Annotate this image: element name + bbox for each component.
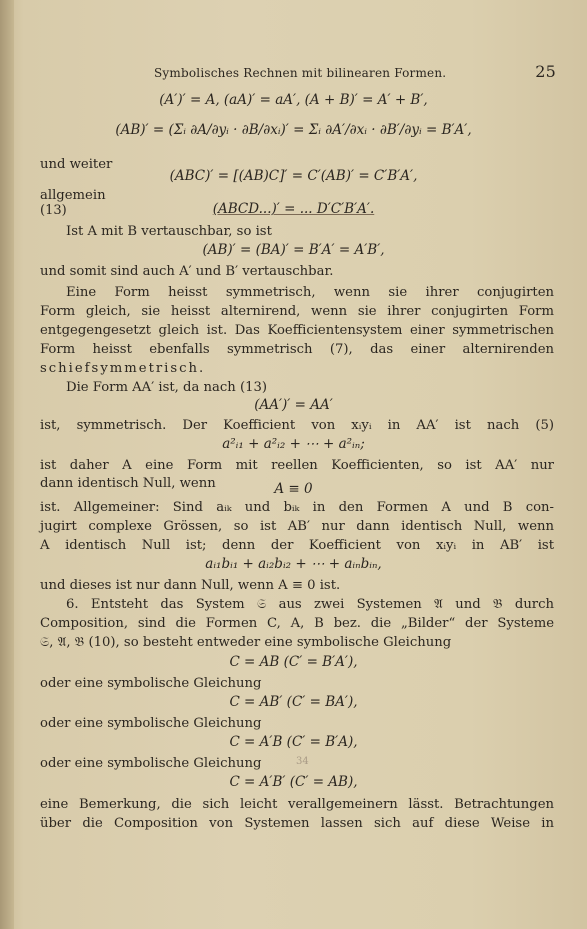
paragraph-symmetric-line-3: entgegengesetzt gleich ist. Das Koefficientensystem einer symmetrischen xyxy=(40,323,554,338)
paragraph-composition-line-1: 6. Entsteht das System 𝔖 aus zwei Systemen 𝔄 und 𝔅 durch xyxy=(66,597,554,612)
equation-triple-product: (ABC)′ = [(AB)C]′ = C′(AB)′ = C′B′A′, xyxy=(169,168,418,184)
page-number: 25 xyxy=(535,62,556,81)
text-form-aa: Die Form AA′ ist, da nach (13) xyxy=(66,380,268,395)
equation-c-abprime: C = AB′ (C′ = BA′), xyxy=(229,694,358,710)
equation-c-ab: C = AB (C′ = B′A′), xyxy=(229,654,358,670)
equation-product-conjugate: (AB)′ = (Σᵢ ∂A/∂yᵢ · ∂B/∂xᵢ)′ = Σᵢ ∂A′/∂xᵢ · ∂B′/∂yᵢ = B′A′, xyxy=(115,122,472,138)
paragraph-remark-line-2: über die Composition von Systemen lassen sich auf diese Weise in xyxy=(40,816,554,831)
paragraph-general-line-3: A identisch Null ist; denn der Koefficient von xᵢyᵢ in AB′ ist xyxy=(40,538,554,553)
text-oder-1: oder eine symbolische Gleichung xyxy=(40,676,262,691)
paragraph-general-line-2: jugirt complexe Grössen, so ist AB′ nur dann identisch Null, wenn xyxy=(40,519,554,534)
running-title: Symbolisches Rechnen mit bilinearen Formen. xyxy=(154,66,447,80)
equation-commuting: (AB)′ = (BA)′ = B′A′ = A′B′, xyxy=(202,242,385,258)
text-coefficient: ist, symmetrisch. Der Koefficient von xᵢyᵢ in AA′ ist nach (5) xyxy=(40,418,554,433)
paragraph-symmetric-line-2: Form gleich, sie heisst alternirend, wenn sie ihrer conjugirten Form xyxy=(40,304,554,319)
paragraph-symmetric-line-1: Eine Form heisst symmetrisch, wenn sie ihrer conjugirten xyxy=(66,285,554,300)
equation-general-product: (ABCD...)′ = ... D′C′B′A′. xyxy=(212,201,375,217)
paragraph-composition-line-3: 𝔖, 𝔄, 𝔅 (10), so besteht entweder eine symbolische Gleichung xyxy=(40,635,452,650)
equation-c-aprimeb: C = A′B (C′ = B′A), xyxy=(229,734,358,750)
equation-c-aprimebprime: C = A′B′ (C′ = AB), xyxy=(229,774,358,790)
equation-sum-squares: a²ᵢ₁ + a²ᵢ₂ + ⋯ + a²ᵢₙ; xyxy=(222,436,365,452)
text-somit: und somit sind auch A′ und B′ vertauschbar. xyxy=(40,264,334,279)
text-allgemein: allgemein xyxy=(40,188,106,203)
text-real-coefficients-2: dann identisch Null, wenn xyxy=(40,476,216,491)
equation-number-13: (13) xyxy=(40,203,67,218)
equation-sum-products: aᵢ₁bᵢ₁ + aᵢ₂bᵢ₂ + ⋯ + aᵢₙbᵢₙ, xyxy=(205,556,382,572)
paragraph-composition-line-2: Composition, sind die Formen C, A, B bez. die „Bilder“ der Systeme xyxy=(40,616,554,631)
text-oder-2: oder eine symbolische Gleichung xyxy=(40,716,262,731)
equation-conjugate-rules: (A′)′ = A, (aA)′ = aA′, (A + B)′ = A′ + B′, xyxy=(159,92,428,108)
equation-aa-symmetric: (AA′)′ = AA′ xyxy=(254,397,333,413)
text-real-coefficients-1: ist daher A eine Form mit reellen Koefficienten, so ist AA′ nur xyxy=(40,458,554,473)
library-stamp: 34 xyxy=(296,756,309,767)
running-header xyxy=(36,64,556,84)
text-null-condition: und dieses ist nur dann Null, wenn A ≡ 0 ist. xyxy=(40,578,341,593)
equation-a-identically-zero: A ≡ 0 xyxy=(274,481,313,497)
paragraph-remark-line-1: eine Bemerkung, die sich leicht verallgemeinern lässt. Betrachtungen xyxy=(40,797,554,812)
paragraph-symmetric-line-5: schiefsymmetrisch. xyxy=(40,361,206,376)
paragraph-general-line-1: ist. Allgemeiner: Sind aᵢₖ und bᵢₖ in den Formen A und B con- xyxy=(40,500,554,515)
paragraph-symmetric-line-4: Form heisst ebenfalls symmetrisch (7), das einer alternirenden xyxy=(40,342,554,357)
text-und-weiter: und weiter xyxy=(40,157,113,172)
text-vertauschbar: Ist A mit B vertauschbar, so ist xyxy=(66,224,272,239)
text-oder-3: oder eine symbolische Gleichung xyxy=(40,756,262,771)
